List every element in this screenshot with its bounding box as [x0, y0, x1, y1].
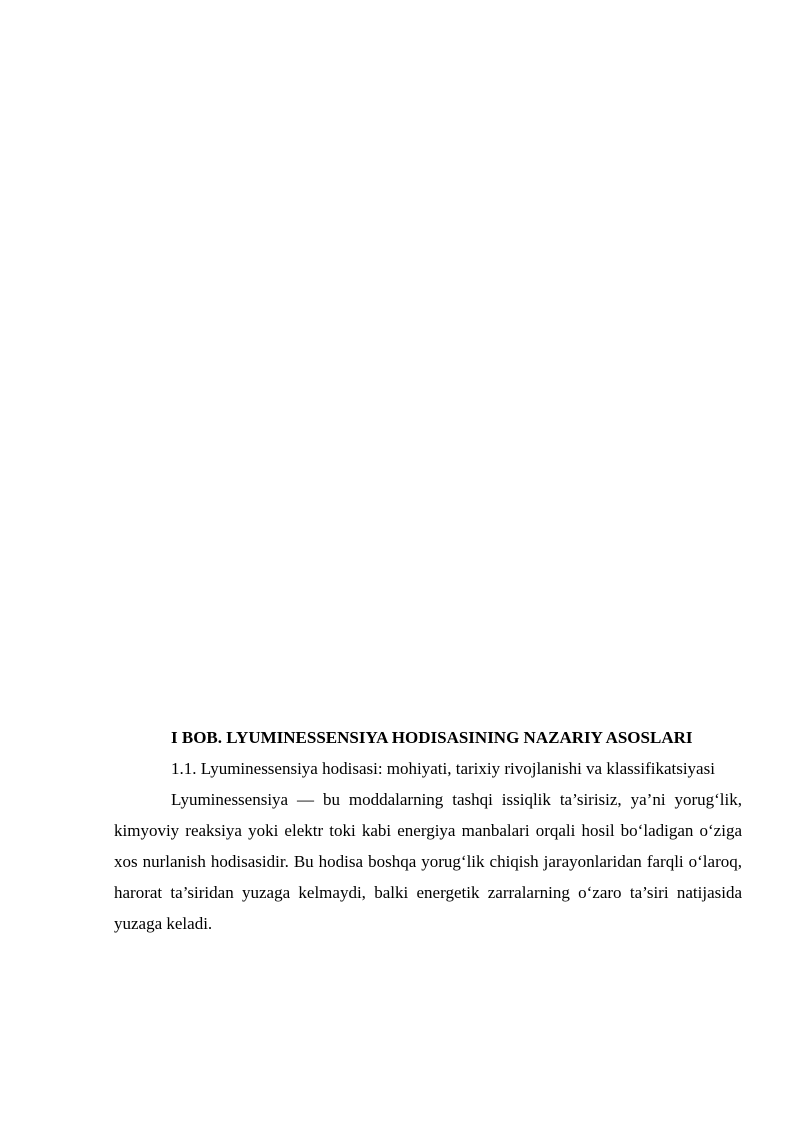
body-paragraph: Lyuminessensiya — bu moddalarning tashqi issiqlik ta’sirisiz, ya’ni yorug‘lik, kimyoviy reaksiya yoki elektr toki kabi energiya manbalari orqali hosil bo‘ladigan o‘ziga xos nurlanish hodisasidir. Bu hodisa boshqa yorug‘lik chiqish jarayonlaridan farqli o‘laroq, harorat ta’siridan yuzaga kelmaydi, balki energetik zarralarning o‘zaro ta’siri natijasida yuzaga keladi.	[114, 790, 742, 933]
section-heading: 1.1. Lyuminessensiya hodisasi: mohiyati, tarixiy rivojlanishi va klassifikatsiyasi	[171, 759, 715, 778]
document-text-block	[114, 722, 742, 939]
chapter-heading: I BOB. LYUMINESSENSIYA HODISASINING NAZARIY ASOSLARI	[171, 728, 693, 747]
